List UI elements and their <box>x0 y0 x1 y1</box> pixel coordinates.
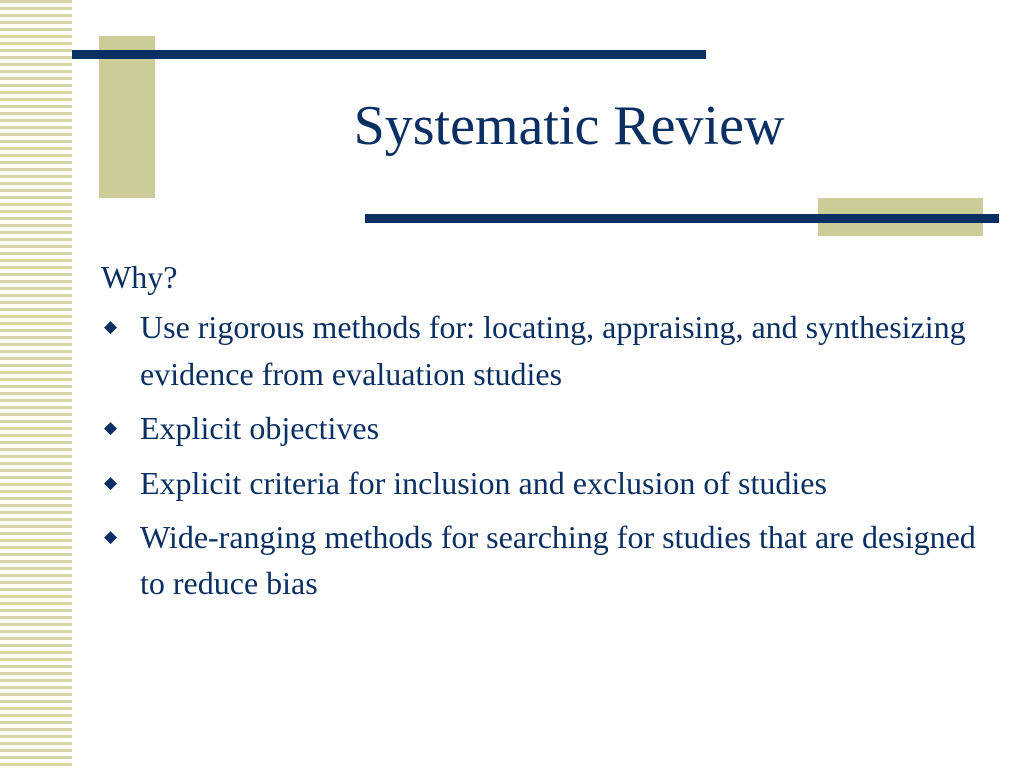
bullet-list <box>101 304 981 606</box>
bullet-text: Explicit objectives <box>140 410 380 447</box>
bullet-item <box>101 405 981 451</box>
decorative-block-top <box>99 36 155 198</box>
diamond-bullet-icon: ◆ <box>104 472 118 492</box>
bullet-item <box>101 514 981 607</box>
bullet-text: Use rigorous methods for: locating, appraising, and synthesizing evidence from evaluation studies <box>140 309 966 392</box>
decorative-stripe-band <box>0 0 72 768</box>
bullet-item <box>101 304 981 397</box>
bullet-text: Explicit criteria for inclusion and exclusion of studies <box>140 464 827 501</box>
diamond-bullet-icon: ◆ <box>104 526 118 546</box>
diamond-bullet-icon: ◆ <box>104 317 118 337</box>
intro-line: Why? <box>101 259 178 295</box>
bullet-item <box>101 460 981 506</box>
slide-title: Systematic Review <box>353 95 785 157</box>
slide-body <box>101 254 981 615</box>
bullet-text: Wide-ranging methods for searching for studies that are designed to reduce bias <box>140 518 976 602</box>
title-rule-bottom <box>365 214 999 223</box>
title-rule-top <box>72 50 706 59</box>
diamond-bullet-icon: ◆ <box>104 418 118 438</box>
